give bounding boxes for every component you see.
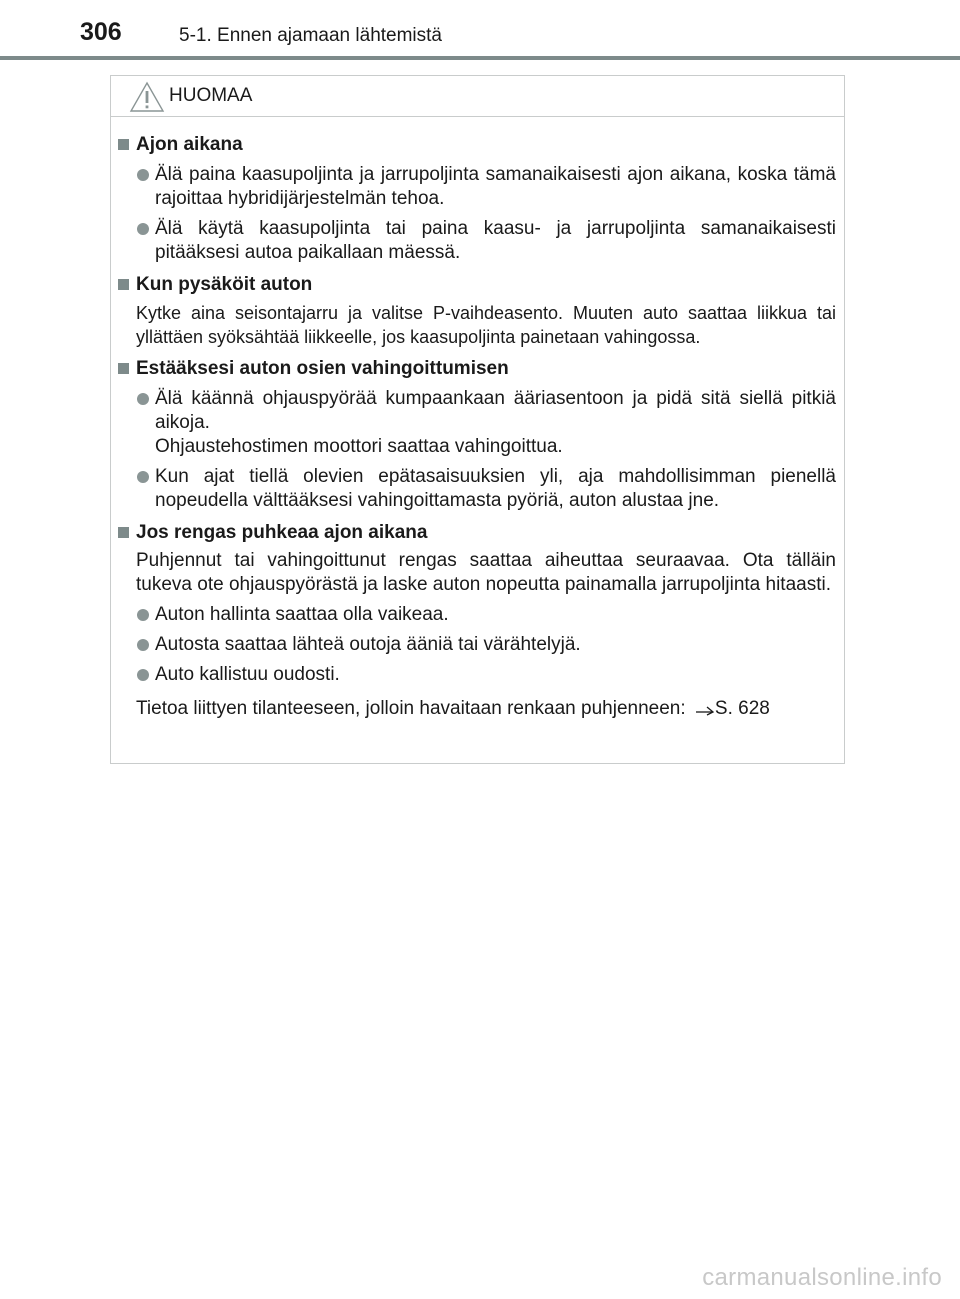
header-rule [0,56,960,60]
circle-bullet-icon [137,639,149,651]
paragraph: Kytke aina seisontajarru ja valitse P-vaihdeasento. Muuten auto saattaa liikkua tai yllättäen syöksähtää liikkeelle, jos kaasupoljinta painetaan vahingossa. [136,303,836,347]
square-bullet-icon [118,139,129,150]
list-item: Auton hallinta saattaa olla vaikeaa. [118,603,836,627]
circle-bullet-icon [137,669,149,681]
circle-bullet-icon [137,393,149,405]
page-header [0,0,960,60]
section-title: Ajon aikana [118,133,836,157]
arrow-right-icon [695,704,715,716]
list-item: Älä käännä ohjauspyörää kumpaankaan ääriasentoon ja pidä sitä siellä pitkiä aikoja. Ohjaustehostimen moottori saattaa vahingoittua. [118,387,836,459]
notice-body [111,117,844,721]
paragraph: Puhjennut tai vahingoittunut rengas saattaa aiheuttaa seuraavaa. Ota tälläin tukeva ote ohjauspyörästä ja laske auton nopeutta painamalla jarrupoljinta hitaasti. [136,550,836,595]
section-kun-pysakoit-auton [118,273,836,349]
section-ajon-aikana [118,133,836,265]
section-estaaksesi-vahingoittumisen [118,357,836,513]
list-item: Kun ajat tiellä olevien epätasaisuuksien yli, aja mahdollisimman pienellä nopeudella välttääksesi vahingoittamasta pyöriä, auton alustaa jne. [118,465,836,513]
section-title: Kun pysäköit auton [118,273,836,297]
list-item: Älä paina kaasupoljinta ja jarrupoljinta samanaikaisesti ajon aikana, koska tämä rajoittaa hybridijärjestelmän tehoa. [118,163,836,211]
warning-triangle-icon [129,81,165,113]
notice-header [111,76,844,117]
section-title: 5-1. Ennen ajamaan lähtemistä [179,25,442,46]
list-item: Autosta saattaa lähteä outoja ääniä tai värähtelyjä. [118,633,836,657]
section-title: Estääksesi auton osien vahingoittumisen [118,357,836,381]
reference-text: Tietoa liittyen tilanteeseen, jolloin havaitaan renkaan puhjenneen: [136,698,686,719]
reference-page-link[interactable]: S. 628 [714,698,770,719]
list-item: Älä käytä kaasupoljinta tai paina kaasu- ja jarrupoljinta samanaikaisesti pitääksesi autoa paikallaan mäessä. [118,217,836,265]
square-bullet-icon [118,363,129,374]
reference-line [118,697,836,721]
circle-bullet-icon [137,609,149,621]
circle-bullet-icon [137,169,149,181]
section-rengas-puhkeaa [118,521,836,721]
notice-label: HUOMAA [169,85,253,106]
square-bullet-icon [118,527,129,538]
watermark: carmanualsonline.info [702,1264,942,1291]
circle-bullet-icon [137,471,149,483]
page-number: 306 [80,18,122,46]
circle-bullet-icon [137,223,149,235]
notice-box [110,75,845,764]
list-item: Auto kallistuu oudosti. [118,663,836,687]
square-bullet-icon [118,279,129,290]
section-title: Jos rengas puhkeaa ajon aikana [118,521,836,545]
